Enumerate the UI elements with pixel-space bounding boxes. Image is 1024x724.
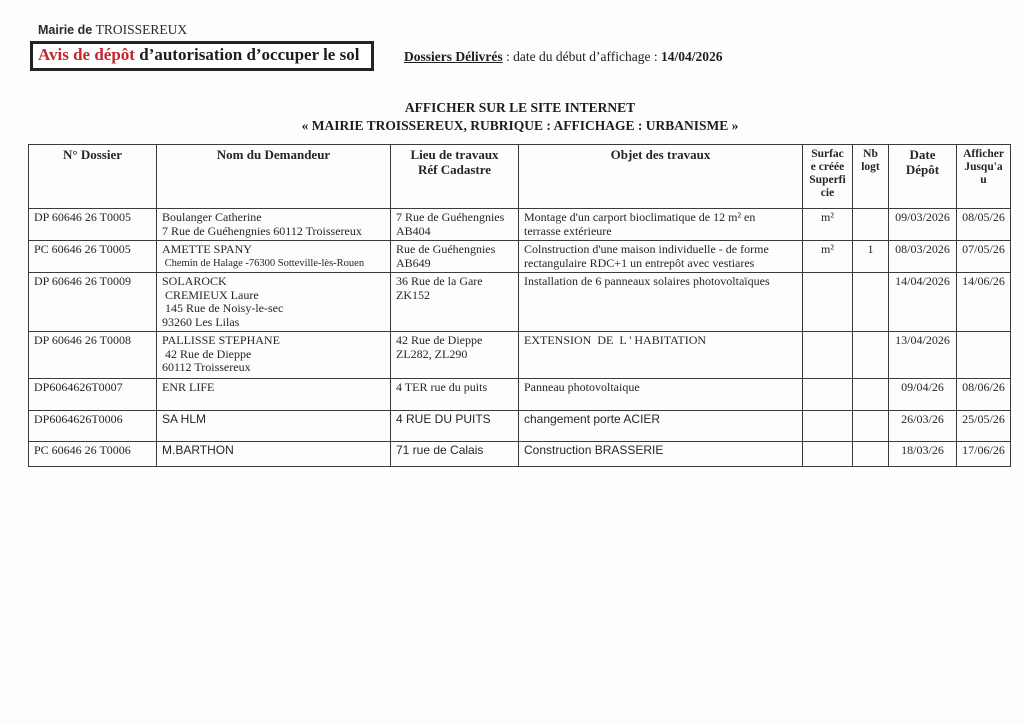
cell-objet-line: Installation de 6 panneaux solaires photovoltaïques xyxy=(524,274,770,288)
cell-demandeur-line: AMETTE SPANY xyxy=(162,242,252,256)
cell-objet xyxy=(519,411,803,442)
header-line: u xyxy=(980,174,987,186)
cell-dossier xyxy=(29,241,157,273)
cell-lieu xyxy=(391,241,519,273)
cell-nb-logt-line: 1 xyxy=(867,242,874,256)
cell-surface xyxy=(803,273,853,332)
cell-date-depot-line: 13/04/2026 xyxy=(895,333,950,347)
cell-date-depot xyxy=(889,241,957,273)
cell-nb-logt xyxy=(853,332,889,379)
mairie-prefix-label: Mairie de xyxy=(38,23,96,37)
cell-demandeur-line: 93260 Les Lilas xyxy=(162,314,240,329)
cell-dossier-line: PC 60646 26 T0005 xyxy=(34,242,131,256)
internet-heading-line2: « MAIRIE TROISSEREUX, RUBRIQUE : AFFICHAGE : URBANISME » xyxy=(301,117,739,133)
dossiers-delivres-separator: : xyxy=(502,49,514,64)
cell-demandeur-line: SA HLM xyxy=(162,412,207,426)
cell-surface-line: m² xyxy=(821,210,834,224)
cell-objet-line: changement porte ACIER xyxy=(524,412,661,426)
cell-demandeur xyxy=(157,379,391,411)
header-row xyxy=(29,145,1011,209)
cell-dossier-line: DP 60646 26 T0005 xyxy=(34,210,132,224)
cell-objet xyxy=(519,241,803,273)
cell-dossier xyxy=(29,332,157,379)
cell-surface-line: m² xyxy=(821,242,834,256)
cell-objet-line: Colnstruction d'une maison individuelle - de forme xyxy=(524,242,769,256)
cell-dossier-line: DP 60646 26 T0009 xyxy=(34,274,132,288)
table-row xyxy=(29,379,1011,411)
cell-lieu xyxy=(391,411,519,442)
cell-dossier xyxy=(29,442,157,467)
cell-afficher-jusquau xyxy=(957,442,1011,467)
header-line: Date xyxy=(909,147,936,162)
cell-date-depot xyxy=(889,411,957,442)
cell-lieu-line: ZK152 xyxy=(396,287,430,302)
header-col-afficher xyxy=(957,145,1011,209)
header-line: cie xyxy=(820,187,835,199)
cell-date-depot xyxy=(889,273,957,332)
dossiers-delivres-line xyxy=(404,49,722,65)
mairie-header xyxy=(38,22,187,38)
cell-objet-line: terrasse extérieure xyxy=(524,223,612,238)
cell-lieu xyxy=(391,273,519,332)
cell-date-depot-line: 26/03/26 xyxy=(901,412,944,426)
header-col-surface xyxy=(803,145,853,209)
cell-objet xyxy=(519,209,803,241)
cell-demandeur-line: Boulanger Catherine xyxy=(162,210,262,224)
cell-nb-logt xyxy=(853,241,889,273)
header-line: logt xyxy=(861,161,880,173)
cell-surface xyxy=(803,442,853,467)
cell-afficher-jusquau xyxy=(957,273,1011,332)
cell-afficher-jusquau-line: 07/05/26 xyxy=(962,242,1005,256)
dossier-table-head xyxy=(29,145,1011,209)
cell-objet xyxy=(519,273,803,332)
cell-demandeur-line: SOLAROCK xyxy=(162,274,227,288)
cell-lieu xyxy=(391,332,519,379)
affichage-start-date: 14/04/2026 xyxy=(660,49,723,64)
cell-objet-line: Montage d'un carport bioclimatique de 12 m² en xyxy=(524,210,756,224)
header-line: Afficher xyxy=(963,148,1004,160)
cell-nb-logt xyxy=(853,411,889,442)
cell-date-depot-line: 18/03/26 xyxy=(901,443,944,457)
cell-lieu-line: 4 RUE DU PUITS xyxy=(396,412,491,426)
cell-demandeur-line: M.BARTHON xyxy=(162,443,234,457)
cell-lieu-line: 36 Rue de la Gare xyxy=(396,274,483,288)
avis-title-red: Avis de dépôt xyxy=(38,45,135,64)
cell-afficher-jusquau-line: 08/05/26 xyxy=(962,210,1005,224)
cell-demandeur-line: 60112 Troissereux xyxy=(162,360,251,374)
header-col-date-depot xyxy=(889,145,957,209)
cell-surface xyxy=(803,241,853,273)
header-col-nb-logt xyxy=(853,145,889,209)
header-col-dossier xyxy=(29,145,157,209)
cell-demandeur-line: CREMIEUX Laure xyxy=(162,287,259,302)
dossiers-delivres-label: Dossiers Délivrés xyxy=(404,49,503,64)
cell-demandeur xyxy=(157,209,391,241)
cell-lieu-line: 71 rue de Calais xyxy=(396,443,484,457)
header-line: e créée xyxy=(810,161,845,173)
header-line: Réf Cadastre xyxy=(417,161,492,177)
cell-dossier xyxy=(29,273,157,332)
header-line: Objet des travaux xyxy=(610,147,711,162)
header-col-lieu xyxy=(391,145,519,209)
header-col-objet xyxy=(519,145,803,209)
cell-lieu-line: 4 TER rue du puits xyxy=(396,380,488,394)
cell-afficher-jusquau xyxy=(957,411,1011,442)
cell-objet-line: Construction BRASSERIE xyxy=(524,443,664,457)
header-line: Dépôt xyxy=(905,161,940,177)
cell-demandeur-line: 42 Rue de Dieppe xyxy=(162,346,252,361)
cell-date-depot-line: 09/04/26 xyxy=(901,380,944,394)
table-row xyxy=(29,241,1011,273)
table-row xyxy=(29,411,1011,442)
cell-objet-line: rectangulaire RDC+1 un entrepôt avec vestiares xyxy=(524,255,755,270)
cell-afficher-jusquau xyxy=(957,241,1011,273)
cell-demandeur-line: 7 Rue de Guéhengnies 60112 Troissereux xyxy=(162,223,362,238)
cell-demandeur xyxy=(157,411,391,442)
cell-nb-logt xyxy=(853,209,889,241)
cell-lieu-line: AB649 xyxy=(396,255,431,270)
cell-lieu-line: 42 Rue de Dieppe xyxy=(396,333,483,347)
cell-date-depot xyxy=(889,442,957,467)
cell-demandeur xyxy=(157,442,391,467)
cell-demandeur-line: Chemin de Halage -76300 Sotteville-lès-Rouen xyxy=(162,257,365,269)
header-col-demandeur xyxy=(157,145,391,209)
cell-objet xyxy=(519,442,803,467)
cell-lieu xyxy=(391,442,519,467)
cell-lieu-line: Rue de Guéhengnies xyxy=(396,242,496,256)
cell-demandeur-line: ENR LIFE xyxy=(162,380,215,394)
cell-afficher-jusquau xyxy=(957,209,1011,241)
cell-afficher-jusquau-line: 25/05/26 xyxy=(962,412,1005,426)
cell-demandeur xyxy=(157,241,391,273)
cell-surface xyxy=(803,411,853,442)
cell-lieu-line: AB404 xyxy=(396,223,431,238)
cell-nb-logt xyxy=(853,442,889,467)
cell-surface xyxy=(803,379,853,411)
cell-nb-logt xyxy=(853,273,889,332)
table-row xyxy=(29,273,1011,332)
cell-demandeur-line: 145 Rue de Noisy-le-sec xyxy=(162,301,284,315)
cell-dossier-line: DP6064626T0007 xyxy=(34,380,123,394)
cell-lieu xyxy=(391,379,519,411)
table-row xyxy=(29,209,1011,241)
cell-demandeur xyxy=(157,332,391,379)
header-line: Lieu de travaux xyxy=(410,147,499,162)
header-line: N° Dossier xyxy=(63,147,122,162)
cell-lieu-line: 7 Rue de Guéhengnies xyxy=(396,210,505,224)
cell-dossier-line: DP6064626T0006 xyxy=(34,412,123,426)
avis-title-black: d’autorisation d’occuper le sol xyxy=(134,45,360,64)
dossier-table-body xyxy=(29,209,1011,467)
cell-dossier xyxy=(29,411,157,442)
cell-surface xyxy=(803,209,853,241)
cell-dossier-line: DP 60646 26 T0008 xyxy=(34,333,132,347)
header-line: Nb xyxy=(863,148,878,160)
cell-objet-line: EXTENSION DE L ' HABITATION xyxy=(524,333,707,347)
avis-title-box xyxy=(30,41,374,71)
cell-objet xyxy=(519,379,803,411)
table-row xyxy=(29,332,1011,379)
header-line: Jusqu'a xyxy=(964,161,1003,173)
header-line: Superfi xyxy=(809,174,846,186)
cell-dossier xyxy=(29,209,157,241)
dossiers-delivres-text: date du début d’affichage : xyxy=(513,49,661,64)
cell-date-depot xyxy=(889,332,957,379)
cell-date-depot xyxy=(889,209,957,241)
cell-dossier xyxy=(29,379,157,411)
internet-heading-line1: AFFICHER SUR LE SITE INTERNET xyxy=(404,100,636,115)
cell-surface xyxy=(803,332,853,379)
cell-dossier-line: PC 60646 26 T0006 xyxy=(34,443,131,457)
mairie-name-label: TROISSEREUX xyxy=(95,22,188,37)
header-line: Nom du Demandeur xyxy=(216,147,331,162)
cell-nb-logt xyxy=(853,379,889,411)
cell-date-depot-line: 14/04/2026 xyxy=(895,274,950,288)
cell-afficher-jusquau-line: 17/06/26 xyxy=(962,443,1005,457)
cell-afficher-jusquau-line: 08/06/26 xyxy=(962,380,1005,394)
cell-lieu-line: ZL282, ZL290 xyxy=(396,346,468,361)
cell-afficher-jusquau-line: 14/06/26 xyxy=(962,274,1005,288)
table-row xyxy=(29,442,1011,467)
dossier-table xyxy=(28,144,1011,467)
header-line: Surfac xyxy=(811,148,844,160)
cell-objet-line: Panneau photovoltaique xyxy=(524,380,640,394)
cell-demandeur xyxy=(157,273,391,332)
cell-date-depot xyxy=(889,379,957,411)
internet-heading xyxy=(0,99,1024,134)
cell-date-depot-line: 09/03/2026 xyxy=(895,210,950,224)
cell-afficher-jusquau xyxy=(957,332,1011,379)
cell-objet xyxy=(519,332,803,379)
cell-lieu xyxy=(391,209,519,241)
cell-demandeur-line: PALLISSE STEPHANE xyxy=(162,333,280,347)
cell-date-depot-line: 08/03/2026 xyxy=(895,242,950,256)
cell-afficher-jusquau xyxy=(957,379,1011,411)
